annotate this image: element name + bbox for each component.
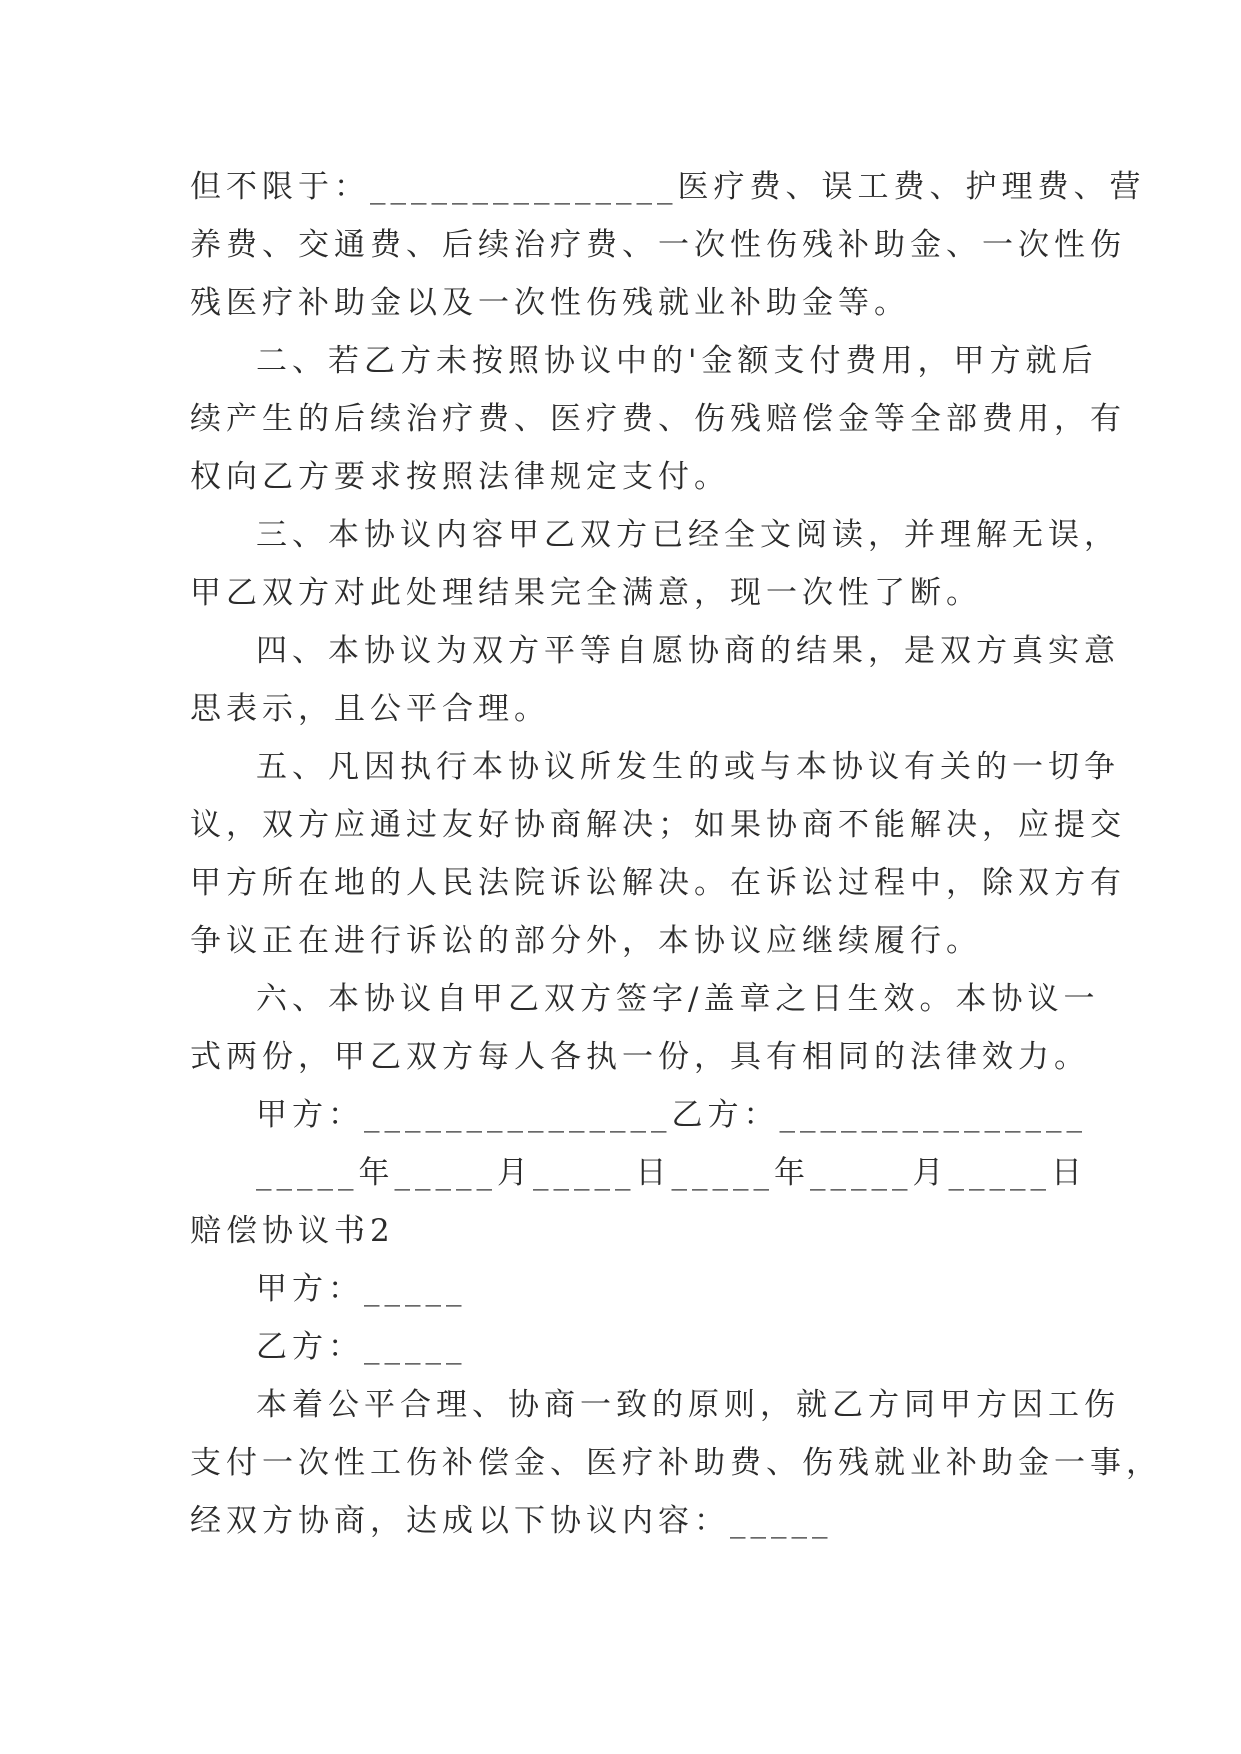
party-b-line: 乙方：_____ [256, 1329, 467, 1365]
text-line: 权向乙方要求按照法律规定支付。 [190, 459, 730, 495]
text-line: 思表示，且公平合理。 [190, 691, 550, 727]
text-line: 养费、交通费、后续治疗费、一次性伤残补助金、一次性伤 [190, 227, 1126, 263]
clause-four-line: 四、本协议为双方平等自愿协商的结果，是双方真实意 [256, 633, 1120, 669]
intro-paragraph-line: 本着公平合理、协商一致的原则，就乙方同甲方因工伤 [256, 1387, 1120, 1423]
text-line: 甲方所在地的人民法院诉讼解决。在诉讼过程中，除双方有 [190, 865, 1126, 901]
clause-five-line: 五、凡因执行本协议所发生的或与本协议有关的一切争 [256, 749, 1120, 785]
text-line: 续产生的后续治疗费、医疗费、伤残赔偿金等全部费用，有 [190, 401, 1126, 437]
party-a-line: 甲方：_____ [256, 1271, 467, 1307]
clause-three-line: 三、本协议内容甲乙双方已经全文阅读，并理解无误， [256, 517, 1120, 553]
clause-six-line: 六、本协议自甲乙双方签字/盖章之日生效。本协议一 [256, 981, 1100, 1017]
date-line: _____年_____月_____日_____年_____月_____日 [256, 1155, 1087, 1191]
clause-two-line: 二、若乙方未按照协议中的'金额支付费用，甲方就后 [256, 343, 1098, 379]
document-body [190, 158, 1162, 1550]
text-line: 残医疗补助金以及一次性伤残就业补助金等。 [190, 285, 910, 321]
text-line: 经双方协商，达成以下协议内容：_____ [190, 1503, 833, 1539]
text-line: 支付一次性工伤补偿金、医疗补助费、伤残就业补助金一事， [190, 1445, 1162, 1481]
signature-line: 甲方：_______________乙方：_______________ [256, 1097, 1087, 1133]
text-line: 但不限于：_______________医疗费、误工费、护理费、营 [190, 169, 1146, 205]
text-line: 议，双方应通过友好协商解决；如果协商不能解决，应提交 [190, 807, 1126, 843]
text-line: 争议正在进行诉讼的部分外，本协议应继续履行。 [190, 923, 982, 959]
section-title: 赔偿协议书2 [190, 1213, 395, 1249]
text-line: 式两份，甲乙双方每人各执一份，具有相同的法律效力。 [190, 1039, 1090, 1075]
text-line: 甲乙双方对此处理结果完全满意，现一次性了断。 [190, 575, 982, 611]
